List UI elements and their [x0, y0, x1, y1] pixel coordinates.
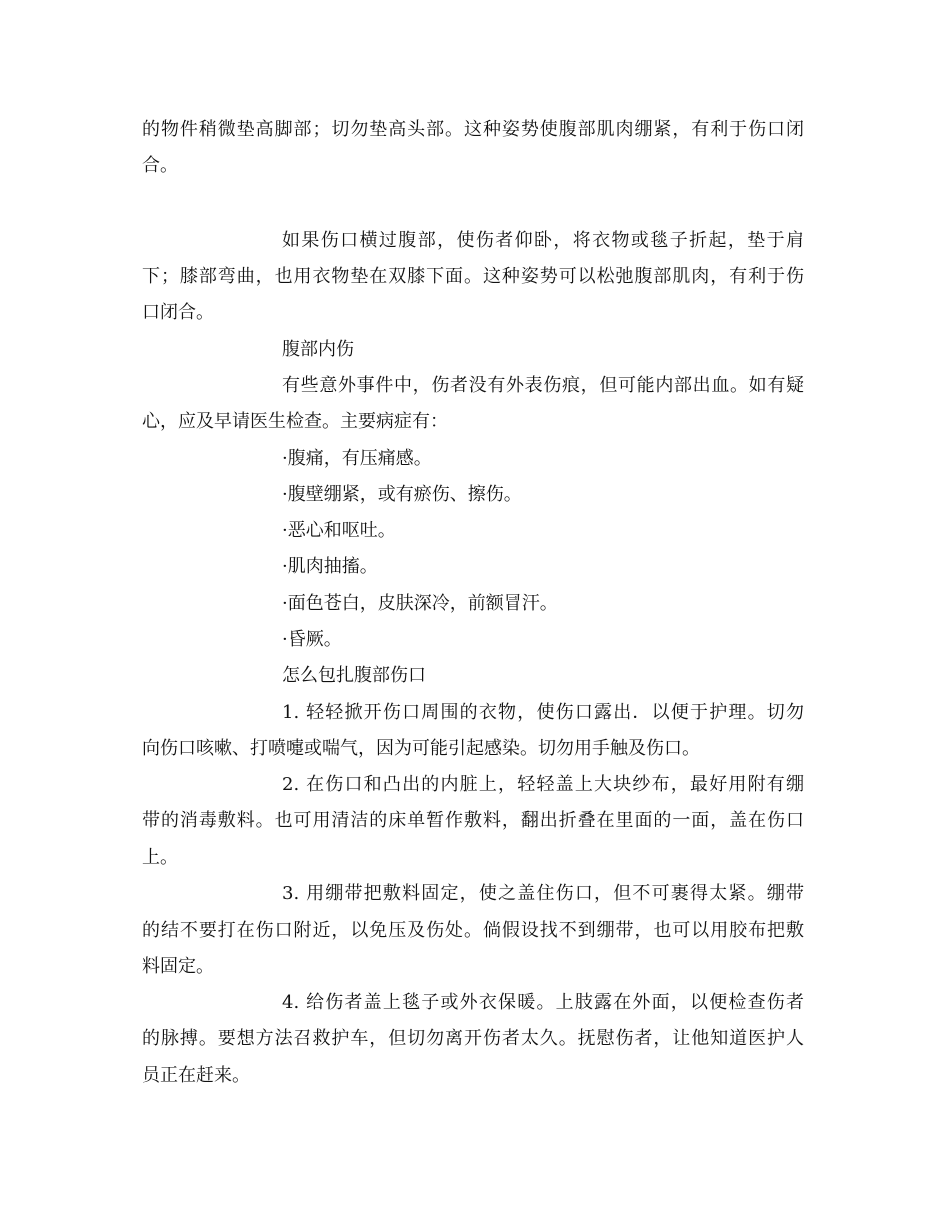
list-item: ·面色苍白，皮肤深冷，前额冒汗。: [282, 593, 558, 614]
text-line: 料固定。: [142, 956, 214, 977]
text-line: 3. 用绷带把敷料固定，使之盖住伤口，但不可裹得太紧。绷带: [282, 883, 804, 904]
text-line: 有些意外事件中，伤者没有外表伤痕，但可能内部出血。如有疑: [282, 375, 804, 396]
list-item: ·腹痛，有压痛感。: [282, 448, 432, 469]
text-line: 向伤口咳嗽、打喷嚏或喘气，因为可能引起感染。切勿用手触及伤口。: [142, 738, 700, 759]
text-line: 如果伤口横过腹部，使伤者仰卧，将衣物或毯子折起，垫于肩: [282, 230, 804, 251]
text-line: 1. 轻轻掀开伤口周围的衣物，使伤口露出．以便于护理。切勿: [282, 702, 804, 723]
text-line: 心，应及早请医生检查。主要病症有：: [142, 411, 448, 432]
section-heading-internal-injury: 腹部内伤: [282, 339, 354, 360]
list-item: ·肌肉抽搐。: [282, 556, 378, 577]
section-heading-bandaging: 怎么包扎腹部伤口: [282, 665, 426, 686]
text-line: 口闭合。: [142, 302, 214, 323]
text-line: 上。: [142, 847, 178, 868]
text-line: 的结不要打在伤口附近，以免压及伤处。倘假设找不到绷带，也可以用胶布把敷: [142, 920, 804, 941]
text-line: 员正在赶来。: [142, 1065, 250, 1086]
text-line: 的物件稍微垫高脚部；切勿垫高头部。这种姿势使腹部肌肉绷紧，有利于伤口闭: [142, 119, 804, 140]
text-line: 4. 给伤者盖上毯子或外衣保暖。上肢露在外面，以便检查伤者: [282, 992, 804, 1013]
list-item: ·恶心和呕吐。: [282, 520, 396, 541]
text-line: 下；膝部弯曲，也用衣物垫在双膝下面。这种姿势可以松弛腹部肌肉，有利于伤: [142, 266, 804, 287]
text-line: 的脉搏。要想方法召救护车，但切勿离开伤者太久。抚慰伤者，让他知道医护人: [142, 1028, 804, 1049]
text-line: 2. 在伤口和凸出的内脏上，轻轻盖上大块纱布，最好用附有绷: [282, 774, 804, 795]
list-item: ·腹壁绷紧，或有瘀伤、擦伤。: [282, 484, 522, 505]
text-line: 合。: [142, 155, 178, 176]
text-line: 带的消毒敷料。也可用清洁的床单暂作敷料，翻出折叠在里面的一面，盖在伤口: [142, 810, 804, 831]
list-item: ·昏厥。: [282, 629, 342, 650]
